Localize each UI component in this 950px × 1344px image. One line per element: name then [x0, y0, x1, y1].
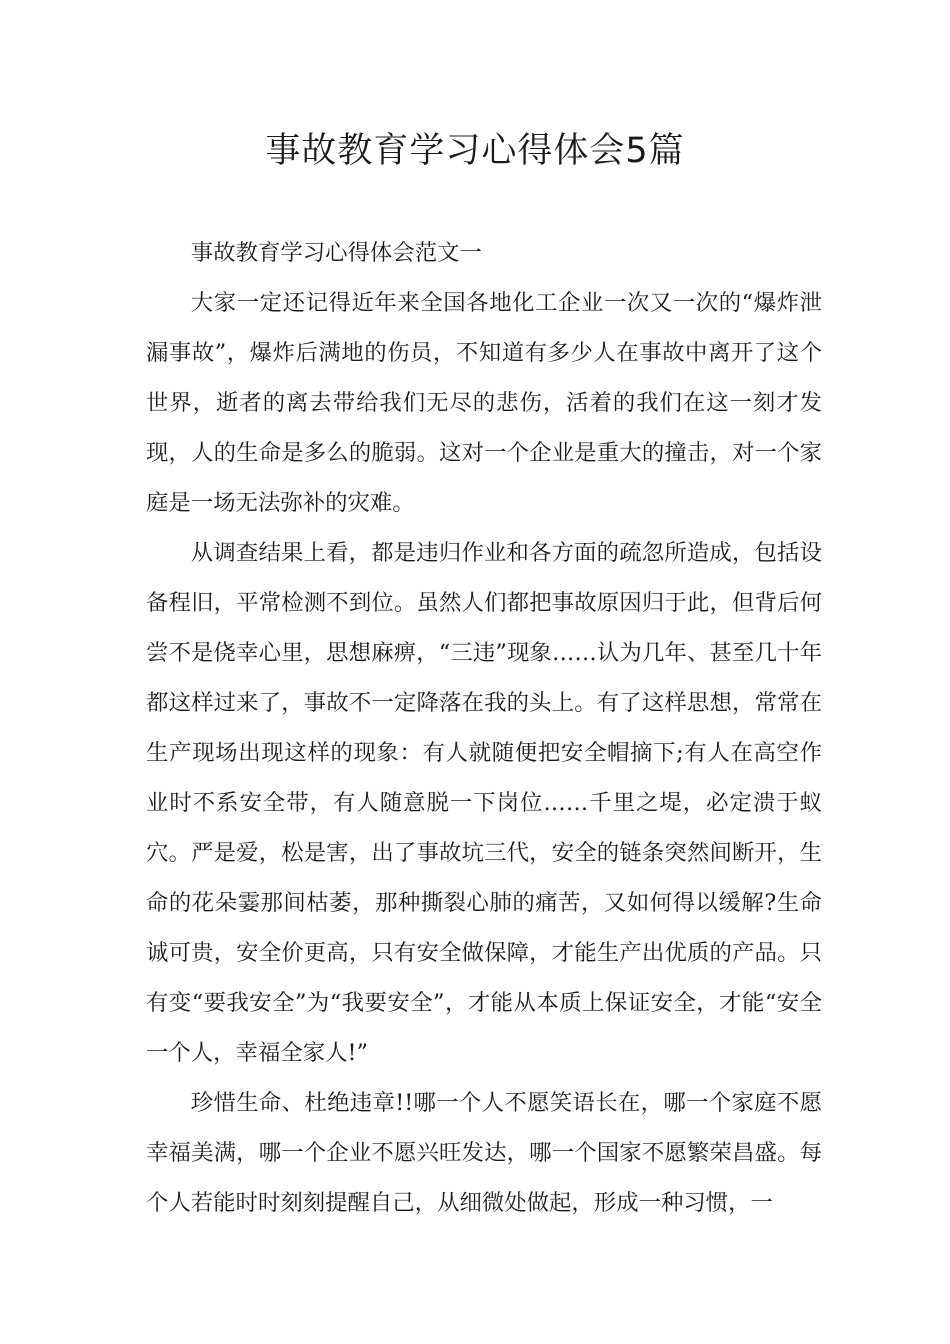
paragraph-3: 珍惜生命、杜绝违章!!哪一个人不愿笑语长在，哪一个家庭不愿幸福美满，哪一个企业不愿兴旺发达，哪一个国家不愿繁荣昌盛。每个人若能时时刻刻提醒自己，从细微处做起，形成一种习惯，一 — [146, 1090, 822, 1216]
paragraph-1: 大家一定还记得近年来全国各地化工企业一次又一次的“爆炸泄漏事故”，爆炸后满地的伤员，不知道有多少人在事故中离开了这个世界，逝者的离去带给我们无尽的悲伤，活着的我们在这一刻才发现，人的生命是多么的脆弱。这对一个企业是重大的撞击，对一个家庭是一场无法弥补的灾难。 — [146, 290, 822, 516]
section-subtitle: 事故教育学习心得体会范文一 — [190, 240, 482, 266]
paragraph-2: 从调查结果上看，都是违归作业和各方面的疏忽所造成，包括设备程旧，平常检测不到位。虽然人们都把事故原因归于此，但背后何尝不是侥幸心里，思想麻痹，“三违”现象……认为几年、甚至几十年都这样过来了，事故不一定降落在我的头上。有了这样思想，常常在生产现场出现这样的现象：有人就随便把安全帽摘下;有人在高空作业时不系安全带，有人随意脱一下岗位……千里之堤，必定溃于蚁穴。严是爱，松是害，出了事故坑三代，安全的链条突然间断开，生命的花朵霎那间枯萎，那种撕裂心肺的痛苦，又如何得以缓解?生命诚可贵，安全价更高，只有安全做保障，才能生产出优质的产品。只有变“要我安全”为“我要安全”，才能从本质上保证安全，才能“安全一个人，幸福全家人!” — [146, 540, 822, 1066]
document-body — [146, 228, 822, 1228]
document-title: 事故教育学习心得体会5篇 — [265, 131, 685, 171]
